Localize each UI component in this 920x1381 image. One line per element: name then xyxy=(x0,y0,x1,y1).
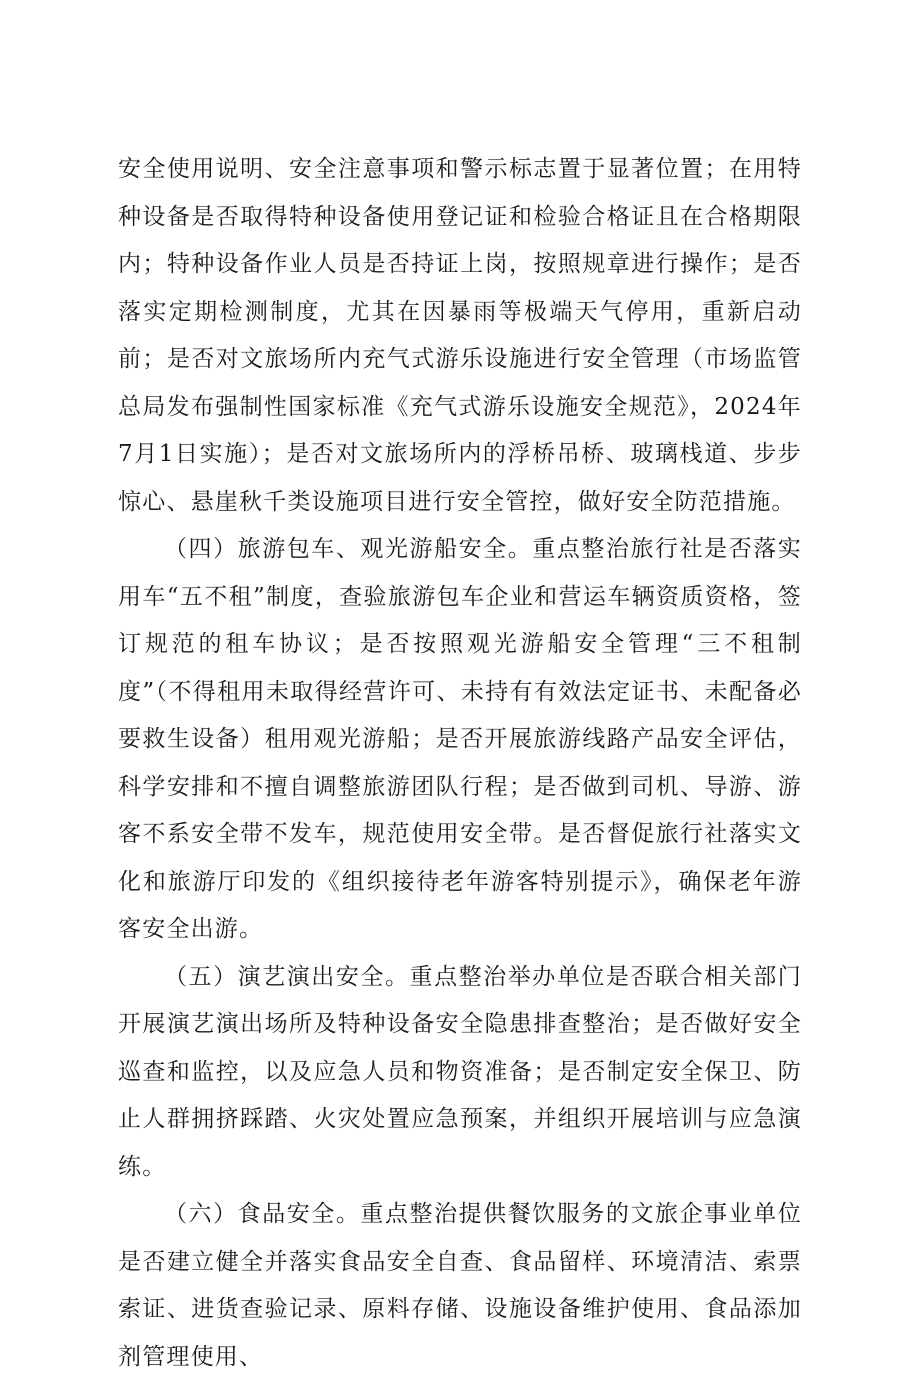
paragraph-performance-safety: （五）演艺演出安全。重点整治举办单位是否联合相关部门开展演艺演出场所及特种设备安全隐患排查整治；是否做好安全巡查和监控，以及应急人员和物资准备；是否制定安全保卫、防止人群拥挤踩踏、火灾处置应急预案，并组织开展培训与应急演练。 xyxy=(118,963,802,1180)
paragraph-food-safety: （六）食品安全。重点整治提供餐饮服务的文旅企事业单位是否建立健全并落实食品安全自查、食品留样、环境清洁、索票索证、进货查验记录、原料存储、设施设备维护使用、食品添加剂管理使用、 xyxy=(118,1201,802,1370)
paragraph-equipment-safety: 安全使用说明、安全注意事项和警示标志置于显著位置；在用特种设备是否取得特种设备使用登记证和检验合格证且在合格期限内；特种设备作业人员是否持证上岗，按照规章进行操作；是否落实定期检测制度，尤其在因暴雨等极端天气停用，重新启动前；是否对文旅场所内充气式游乐设施进行安全管理（市场监管总局发布强制性国家标准《充气式游乐设施安全规范》，2024年7月1日实施）；是否对文旅场所内的浮桥吊桥、玻璃栈道、步步惊心、悬崖秋千类设施项目进行安全管控，做好安全防范措施。 xyxy=(118,156,802,515)
paragraph-tour-bus-boat-safety: （四）旅游包车、观光游船安全。重点整治旅行社是否落实用车“五不租”制度，查验旅游包车企业和营运车辆资质资格，签订规范的租车协议；是否按照观光游船安全管理“三不租制度”（不得租用未取得经营许可、未持有有效法定证书、未配备必要救生设备）租用观光游船；是否开展旅游线路产品安全评估，科学安排和不擅自调整旅游团队行程；是否做到司机、导游、游客不系安全带不发车，规范使用安全带。是否督促旅行社落实文化和旅游厅印发的《组织接待老年游客特别提示》，确保老年游客安全出游。 xyxy=(118,536,802,942)
document-body xyxy=(118,146,802,1381)
